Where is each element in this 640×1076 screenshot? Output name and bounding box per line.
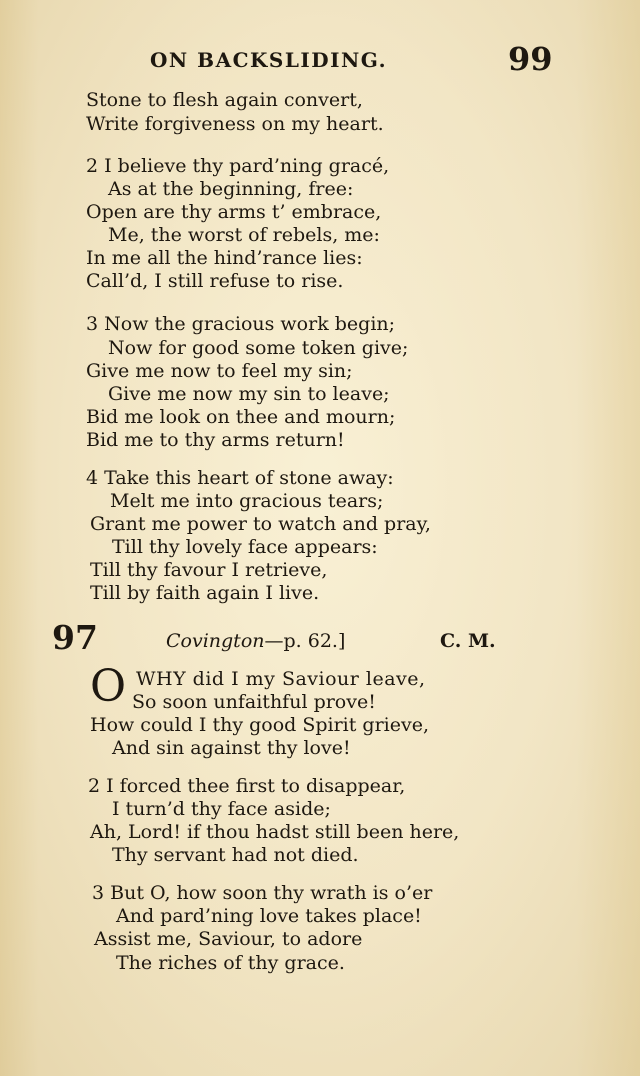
verse-line: Melt me into gracious tears; xyxy=(110,490,384,512)
verse-line: As at the beginning, free: xyxy=(108,178,354,200)
verse-line: Stone to flesh again convert, xyxy=(86,89,363,111)
verse-line: The riches of thy grace. xyxy=(116,952,345,974)
verse-line: Till thy lovely face appears: xyxy=(112,536,378,558)
verse-line: 4 Take this heart of stone away: xyxy=(86,467,394,489)
verse-line: Assist me, Saviour, to adore xyxy=(94,928,363,950)
drop-cap: O xyxy=(90,661,127,712)
verse-line: How could I thy good Spirit grieve, xyxy=(90,714,430,736)
verse-line: Me, the worst of rebels, me: xyxy=(108,224,380,246)
verse-line: Call’d, I still refuse to rise. xyxy=(86,270,344,292)
verse-line: Bid me look on thee and mourn; xyxy=(86,406,396,428)
verse-line: Thy servant had not died. xyxy=(112,844,359,866)
verse-line: 3 But O, how soon thy wrath is o’er xyxy=(92,882,433,904)
meter: C. M. xyxy=(440,630,496,652)
verse-line: Bid me to thy arms return! xyxy=(86,429,345,451)
verse-line: 2 I believe thy pard’ning gracé, xyxy=(86,155,390,177)
verse-line: 2 I forced thee first to disappear, xyxy=(88,775,406,797)
verse-line: Write forgiveness on my heart. xyxy=(86,113,384,135)
verse-line: WHY did I my Saviour leave, xyxy=(136,668,426,690)
verse-line: Open are thy arms t’ embrace, xyxy=(86,201,382,223)
tune-page: —p. 62.] xyxy=(264,630,346,652)
verse-line: Grant me power to watch and pray, xyxy=(90,513,431,535)
verse-line: Now for good some token give; xyxy=(108,337,409,359)
hymn-header xyxy=(0,618,640,662)
hymn-number: 97 xyxy=(52,618,98,657)
verse-line: Give me now my sin to leave; xyxy=(108,383,390,405)
verse-line: So soon unfaithful prove! xyxy=(132,691,376,713)
page-header xyxy=(0,40,640,80)
tune-name: Covington xyxy=(166,630,265,652)
running-head: ON BACKSLIDING. xyxy=(150,48,388,72)
verse-line: 3 Now the gracious work begin; xyxy=(86,313,396,335)
verse-line: Till thy favour I retrieve, xyxy=(90,559,328,581)
tune-reference xyxy=(166,630,345,652)
page-number: 99 xyxy=(508,40,553,78)
verse-line: And sin against thy love! xyxy=(112,737,351,759)
verse-line: Ah, Lord! if thou hadst still been here, xyxy=(90,821,460,843)
verse-line: And pard’ning love takes place! xyxy=(116,905,422,927)
verse-line: Give me now to feel my sin; xyxy=(86,360,353,382)
verse-line: In me all the hind’rance lies: xyxy=(86,247,363,269)
verse-line: Till by faith again I live. xyxy=(90,582,320,604)
verse-line: I turn’d thy face aside; xyxy=(112,798,331,820)
